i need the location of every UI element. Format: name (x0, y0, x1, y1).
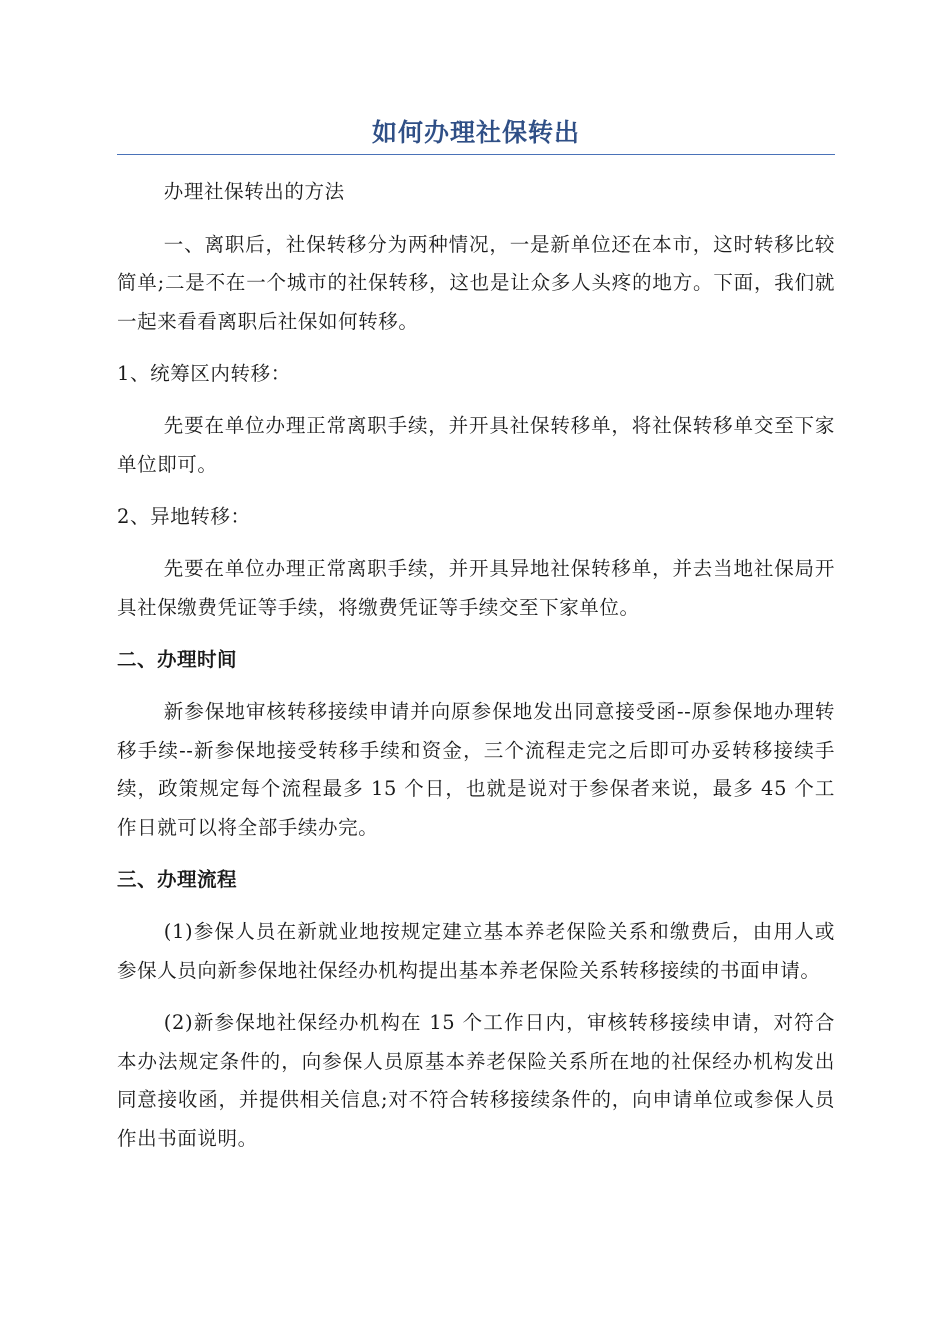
document-page (117, 112, 835, 1172)
document-title: 如何办理社保转出 (371, 118, 580, 147)
section-heading-time: 二、办理时间 (117, 648, 238, 671)
section-time-paragraph: 新参保地审核转移接续申请并向原参保地发出同意接受函--原参保地办理转移手续--新参保地接受转移手续和资金，三个流程走完之后即可办妥转移接续手续，政策规定每个流程最多 15 个日，也就是说对于参保者来说，最多 45 个工作日就可以将全部手续办完。 (117, 700, 835, 839)
process-step-1: (1)参保人员在新就业地按规定建立基本养老保险关系和缴费后，由用人或参保人员向新参保地社保经办机构提出基本养老保险关系转移接续的书面申请。 (117, 920, 835, 982)
subheading-1-paragraph: 先要在单位办理正常离职手续，并开具社保转移单，将社保转移单交至下家单位即可。 (117, 414, 835, 476)
intro-paragraph: 一、离职后，社保转移分为两种情况，一是新单位还在本市，这时转移比较简单;二是不在一个城市的社保转移，这也是让众多人头疼的地方。下面，我们就一起来看看离职后社保如何转移。 (117, 232, 835, 333)
subheading-1: 1、统筹区内转移： (117, 362, 291, 385)
process-step-2: (2)新参保地社保经办机构在 15 个工作日内，审核转移接续申请，对符合本办法规定条件的，向参保人员原基本养老保险关系所在地的社保经办机构发出同意接收函，并提供相关信息;对不符合转移接续条件的，向申请单位或参保人员作出书面说明。 (117, 1011, 835, 1150)
subheading-2: 2、异地转移： (117, 505, 251, 528)
title-underline (117, 154, 835, 155)
section-heading-process: 三、办理流程 (117, 868, 238, 891)
intro-title: 办理社保转出的方法 (163, 180, 345, 203)
subheading-2-paragraph: 先要在单位办理正常离职手续，并开具异地社保转移单，并去当地社保局开具社保缴费凭证等手续，将缴费凭证等手续交至下家单位。 (117, 557, 835, 619)
